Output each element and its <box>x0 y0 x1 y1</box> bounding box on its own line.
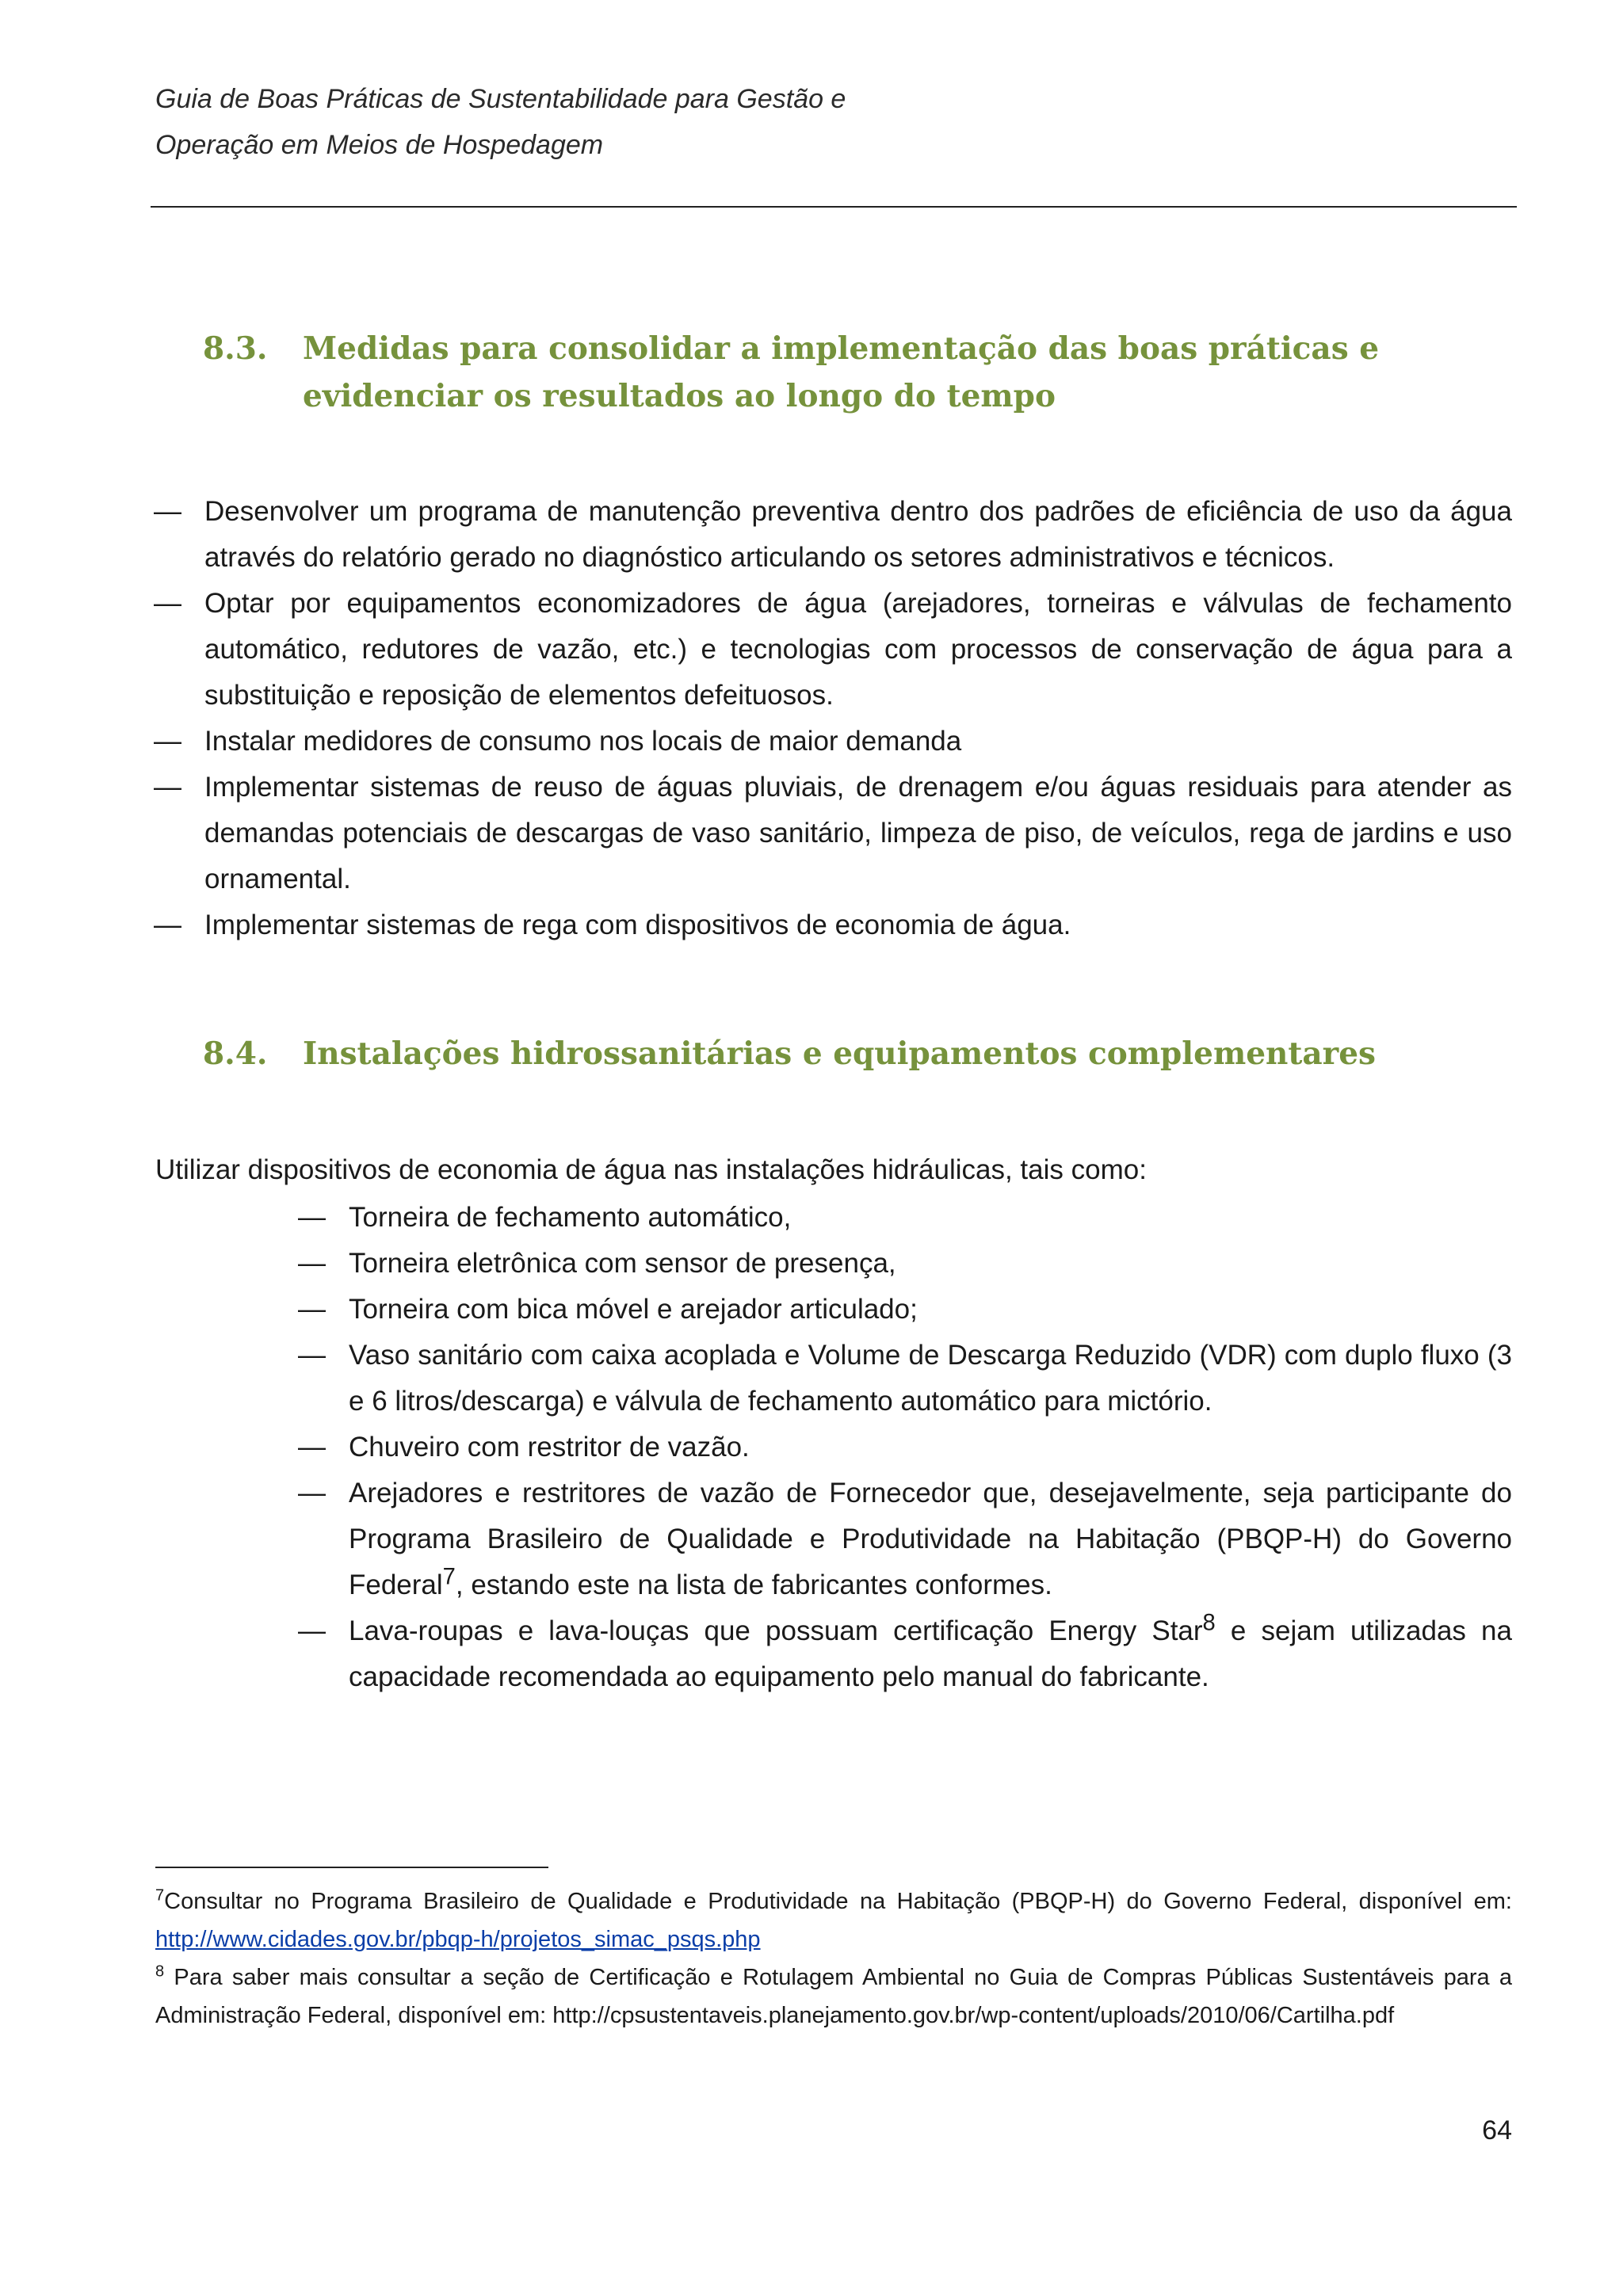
footnote-8 <box>155 1958 1512 2035</box>
footnote-mark: 8 <box>155 1962 165 1981</box>
list-item <box>298 1333 1512 1425</box>
footnote-mark: 7 <box>155 1886 165 1905</box>
header-line-1: Guia de Boas Práticas de Sustentabilidade para Gestão e <box>155 84 846 114</box>
list-item <box>298 1425 1512 1470</box>
footnote-separator <box>155 1867 548 1868</box>
section-8-3-heading <box>203 325 1518 420</box>
dash-bullet: — <box>154 910 181 940</box>
dash-bullet: — <box>298 1432 326 1463</box>
dash-bullet: — <box>154 496 181 527</box>
running-header <box>155 76 846 168</box>
dash-bullet: — <box>298 1478 326 1508</box>
list-item-text: Instalar medidores de consumo nos locais de maior demanda <box>204 726 962 757</box>
list-item <box>298 1241 1512 1287</box>
section-number: 8.3. <box>203 330 268 367</box>
dash-bullet: — <box>154 588 181 619</box>
section-8-4-heading <box>203 1030 1518 1077</box>
list-item <box>154 489 1512 581</box>
list-item-text: Arejadores e restritores de vazão de Fornecedor que, desejavelmente, seja participante do Programa Brasileiro de Qualidade e Produtividade na Habitação (PBQP-H) do Governo Federal <box>349 1478 1512 1600</box>
footnote-7 <box>155 1882 1512 1958</box>
list-item-text: Implementar sistemas de reuso de águas pluviais, de drenagem e/ou águas residuais para atender as demandas potenciais de descargas de vaso sanitário, limpeza de piso, de veículos, rega de jardins e uso ornamental. <box>204 772 1512 894</box>
list-item-text: Chuveiro com restritor de vazão. <box>349 1432 750 1463</box>
list-item <box>154 902 1512 948</box>
footnote-ref-8[interactable]: 8 <box>1202 1610 1216 1636</box>
footnote-text: Consultar no Programa Brasileiro de Qualidade e Produtividade na Habitação (PBQP-H) do Governo Federal, disponível em: <box>164 1889 1512 1914</box>
dash-bullet: — <box>298 1340 326 1371</box>
list-item <box>298 1608 1512 1700</box>
list-item-text: Vaso sanitário com caixa acoplada e Volume de Descarga Reduzido (VDR) com duplo fluxo (3 e 6 litros/descarga) e válvula de fechamento automático para mictório. <box>349 1340 1512 1417</box>
section-8-3-list <box>154 489 1512 948</box>
list-item <box>154 719 1512 765</box>
dash-bullet: — <box>298 1615 326 1646</box>
page-number: 64 <box>1482 2115 1512 2145</box>
dash-bullet: — <box>154 772 181 803</box>
section-title: Medidas para consolidar a implementação das boas práticas e evidenciar os resultados ao longo do tempo <box>303 330 1380 414</box>
dash-bullet: — <box>298 1202 326 1233</box>
list-item-text: Implementar sistemas de rega com dispositivos de economia de água. <box>204 910 1071 940</box>
list-item <box>298 1195 1512 1241</box>
section-number: 8.4. <box>203 1035 268 1072</box>
list-item-text: Optar por equipamentos economizadores de água (arejadores, torneiras e válvulas de fechamento automático, redutores de vazão, etc.) e tecnologias com processos de conservação de água para a substituição e reposição de elementos defeituosos. <box>204 588 1512 711</box>
dash-bullet: — <box>298 1294 326 1325</box>
footnote-ref-7[interactable]: 7 <box>442 1564 456 1590</box>
dash-bullet: — <box>298 1248 326 1279</box>
footnotes <box>155 1882 1512 2035</box>
header-divider <box>151 206 1517 208</box>
footnote-link[interactable]: http://www.cidades.gov.br/pbqp-h/projetos_simac_psqs.php <box>155 1927 761 1952</box>
list-item-text: Lava-roupas e lava-louças que possuam certificação Energy Star <box>349 1615 1203 1646</box>
dash-bullet: — <box>154 726 181 757</box>
header-line-2: Operação em Meios de Hospedagem <box>155 130 604 160</box>
list-item <box>298 1470 1512 1608</box>
section-8-4-intro: Utilizar dispositivos de economia de água nas instalações hidráulicas, tais como: <box>155 1154 1147 1185</box>
list-item-text: Torneira de fechamento automático, <box>349 1202 792 1233</box>
section-title: Instalações hidrossanitárias e equipamentos complementares <box>303 1035 1376 1072</box>
section-8-4-list <box>298 1195 1512 1700</box>
list-item <box>154 765 1512 902</box>
list-item-text: Torneira eletrônica com sensor de presença, <box>349 1248 896 1279</box>
footnote-text: Para saber mais consultar a seção de Certificação e Rotulagem Ambiental no Guia de Compras Públicas Sustentáveis para a Administração Federal, disponível em: http://cpsustentaveis.planejamento.gov.br/wp-content/uploads/2010/06/Cartilha.pdf <box>155 1965 1512 2028</box>
list-item-text: Torneira com bica móvel e arejador articulado; <box>349 1294 918 1325</box>
list-item-text-tail: , estando este na lista de fabricantes conformes. <box>455 1569 1052 1600</box>
list-item-text: Desenvolver um programa de manutenção preventiva dentro dos padrões de eficiência de uso da água através do relatório gerado no diagnóstico articulando os setores administrativos e técnicos. <box>204 496 1512 573</box>
list-item <box>154 581 1512 719</box>
list-item <box>298 1287 1512 1333</box>
list-item-text-tail: e sejam utilizadas na capacidade recomendada ao equipamento pelo manual do fabricante. <box>349 1615 1512 1692</box>
